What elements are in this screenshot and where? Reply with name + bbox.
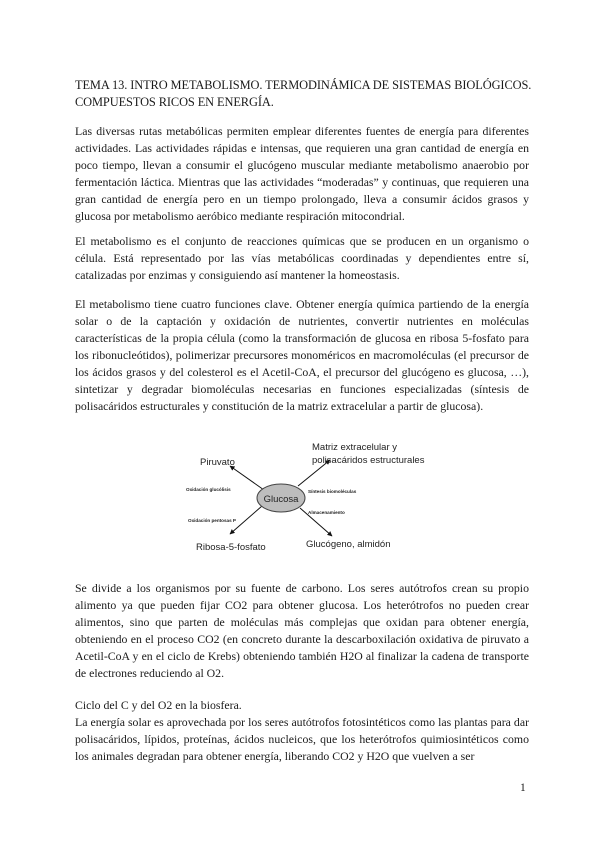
page-number: 1 bbox=[520, 782, 526, 794]
arrow-to-piruvato bbox=[230, 466, 264, 490]
sintesis-label: Síntesis biomoléculas bbox=[308, 489, 357, 494]
matriz-label-line1: Matriz extracelular y bbox=[312, 442, 397, 453]
paragraph-key-functions: El metabolismo tiene cuatro funciones clave. Obtener energía química partiendo de la energía solar o de la captación y oxidación de nutrientes, convertir nutrientes en moléculas características de la propia célula (como la transformación de glucosa en ribosa 5-fosfato para los ribonucleótidos), polimerizar precursores monoméricos en macromoléculas (el precursor de los ácidos grasos y del colesterol es el Acetil-CoA, el precursor del glucógeno es glucosa, …), sintetizar y degradar biomoléculas necesarias en funciones especializadas (síntesis de polisacáridos estructurales y constitución de la matriz extracelular a partir de glucosa). bbox=[75, 297, 529, 413]
paragraph-metabolic-routes: Las diversas rutas metabólicas permiten emplear diferentes fuentes de energía para diferentes actividades. Las actividades rápidas e intensas, que requieren una gran cantidad de energía en poco tiempo, llevan a consumir el glucógeno muscular mediante metabolismo anaerobio por fermentación láctica. Mientras que las actividades “moderadas” y continuas, que requieren una gran cantidad de energía pero en un tiempo prolongado, lleva a consumir ácidos grasos y glucosa por metabolismo aeróbico mediante respiración mitocondrial. bbox=[75, 124, 529, 223]
paragraph-solar-energy: La energía solar es aprovechada por los seres autótrofos fotosintéticos como las plantas para dar polisacáridos, lípidos, proteínas, ácidos nucleicos, que los heterótrofos quimiosintéticos como los animales degradan para obtener energía, liberando CO2 y H2O que vuelven a ser bbox=[75, 715, 529, 763]
glucosa-label: Glucosa bbox=[263, 494, 299, 505]
subheading-cycle: Ciclo del C y del O2 en la biosfera. bbox=[75, 698, 242, 712]
piruvato-label: Piruvato bbox=[200, 457, 235, 468]
paragraph-metabolism-definition: El metabolismo es el conjunto de reacciones químicas que se producen en un organismo o célula. Está representado por las vías metabólicas coordinadas y dependientes entre sí, catalizadas por enzimas y consiguiendo así mantener la homeostasis. bbox=[75, 234, 529, 282]
glucose-diagram bbox=[180, 436, 440, 556]
paragraph-carbon-source: Se divide a los organismos por su fuente de carbono. Los seres autótrofos crean su propio alimento ya que pueden fijar CO2 para obtener glucosa. Los heterótrofos no pueden crear alimentos, sino que parten de moléculas más complejas que oxidan para obtener energía, obteniendo en el proceso CO2 (en concreto durante la descarboxilación oxidativa de piruvato a Acetil-CoA y en el ciclo de Krebs) obteniendo también H2O al finalizar la cadena de transporte de electrones reduciendo al O2. bbox=[75, 581, 529, 680]
ribosa-label: Ribosa-5-fosfato bbox=[196, 542, 266, 553]
oxidacion-glucolisis-label: Oxidación glucólisis bbox=[186, 487, 231, 492]
document-title: TEMA 13. INTRO METABOLISMO. TERMODINÁMICA DE SISTEMAS BIOLÓGICOS. COMPUESTOS RICOS EN ENERGÍA. bbox=[75, 78, 532, 109]
glucogeno-label: Glucógeno, almidón bbox=[306, 539, 391, 550]
oxidacion-pentosas-label: Oxidación pentosas P bbox=[188, 518, 236, 523]
almacenamiento-label: Almacenamiento bbox=[308, 510, 345, 515]
matriz-label-line2: polisacáridos estructurales bbox=[312, 455, 425, 466]
